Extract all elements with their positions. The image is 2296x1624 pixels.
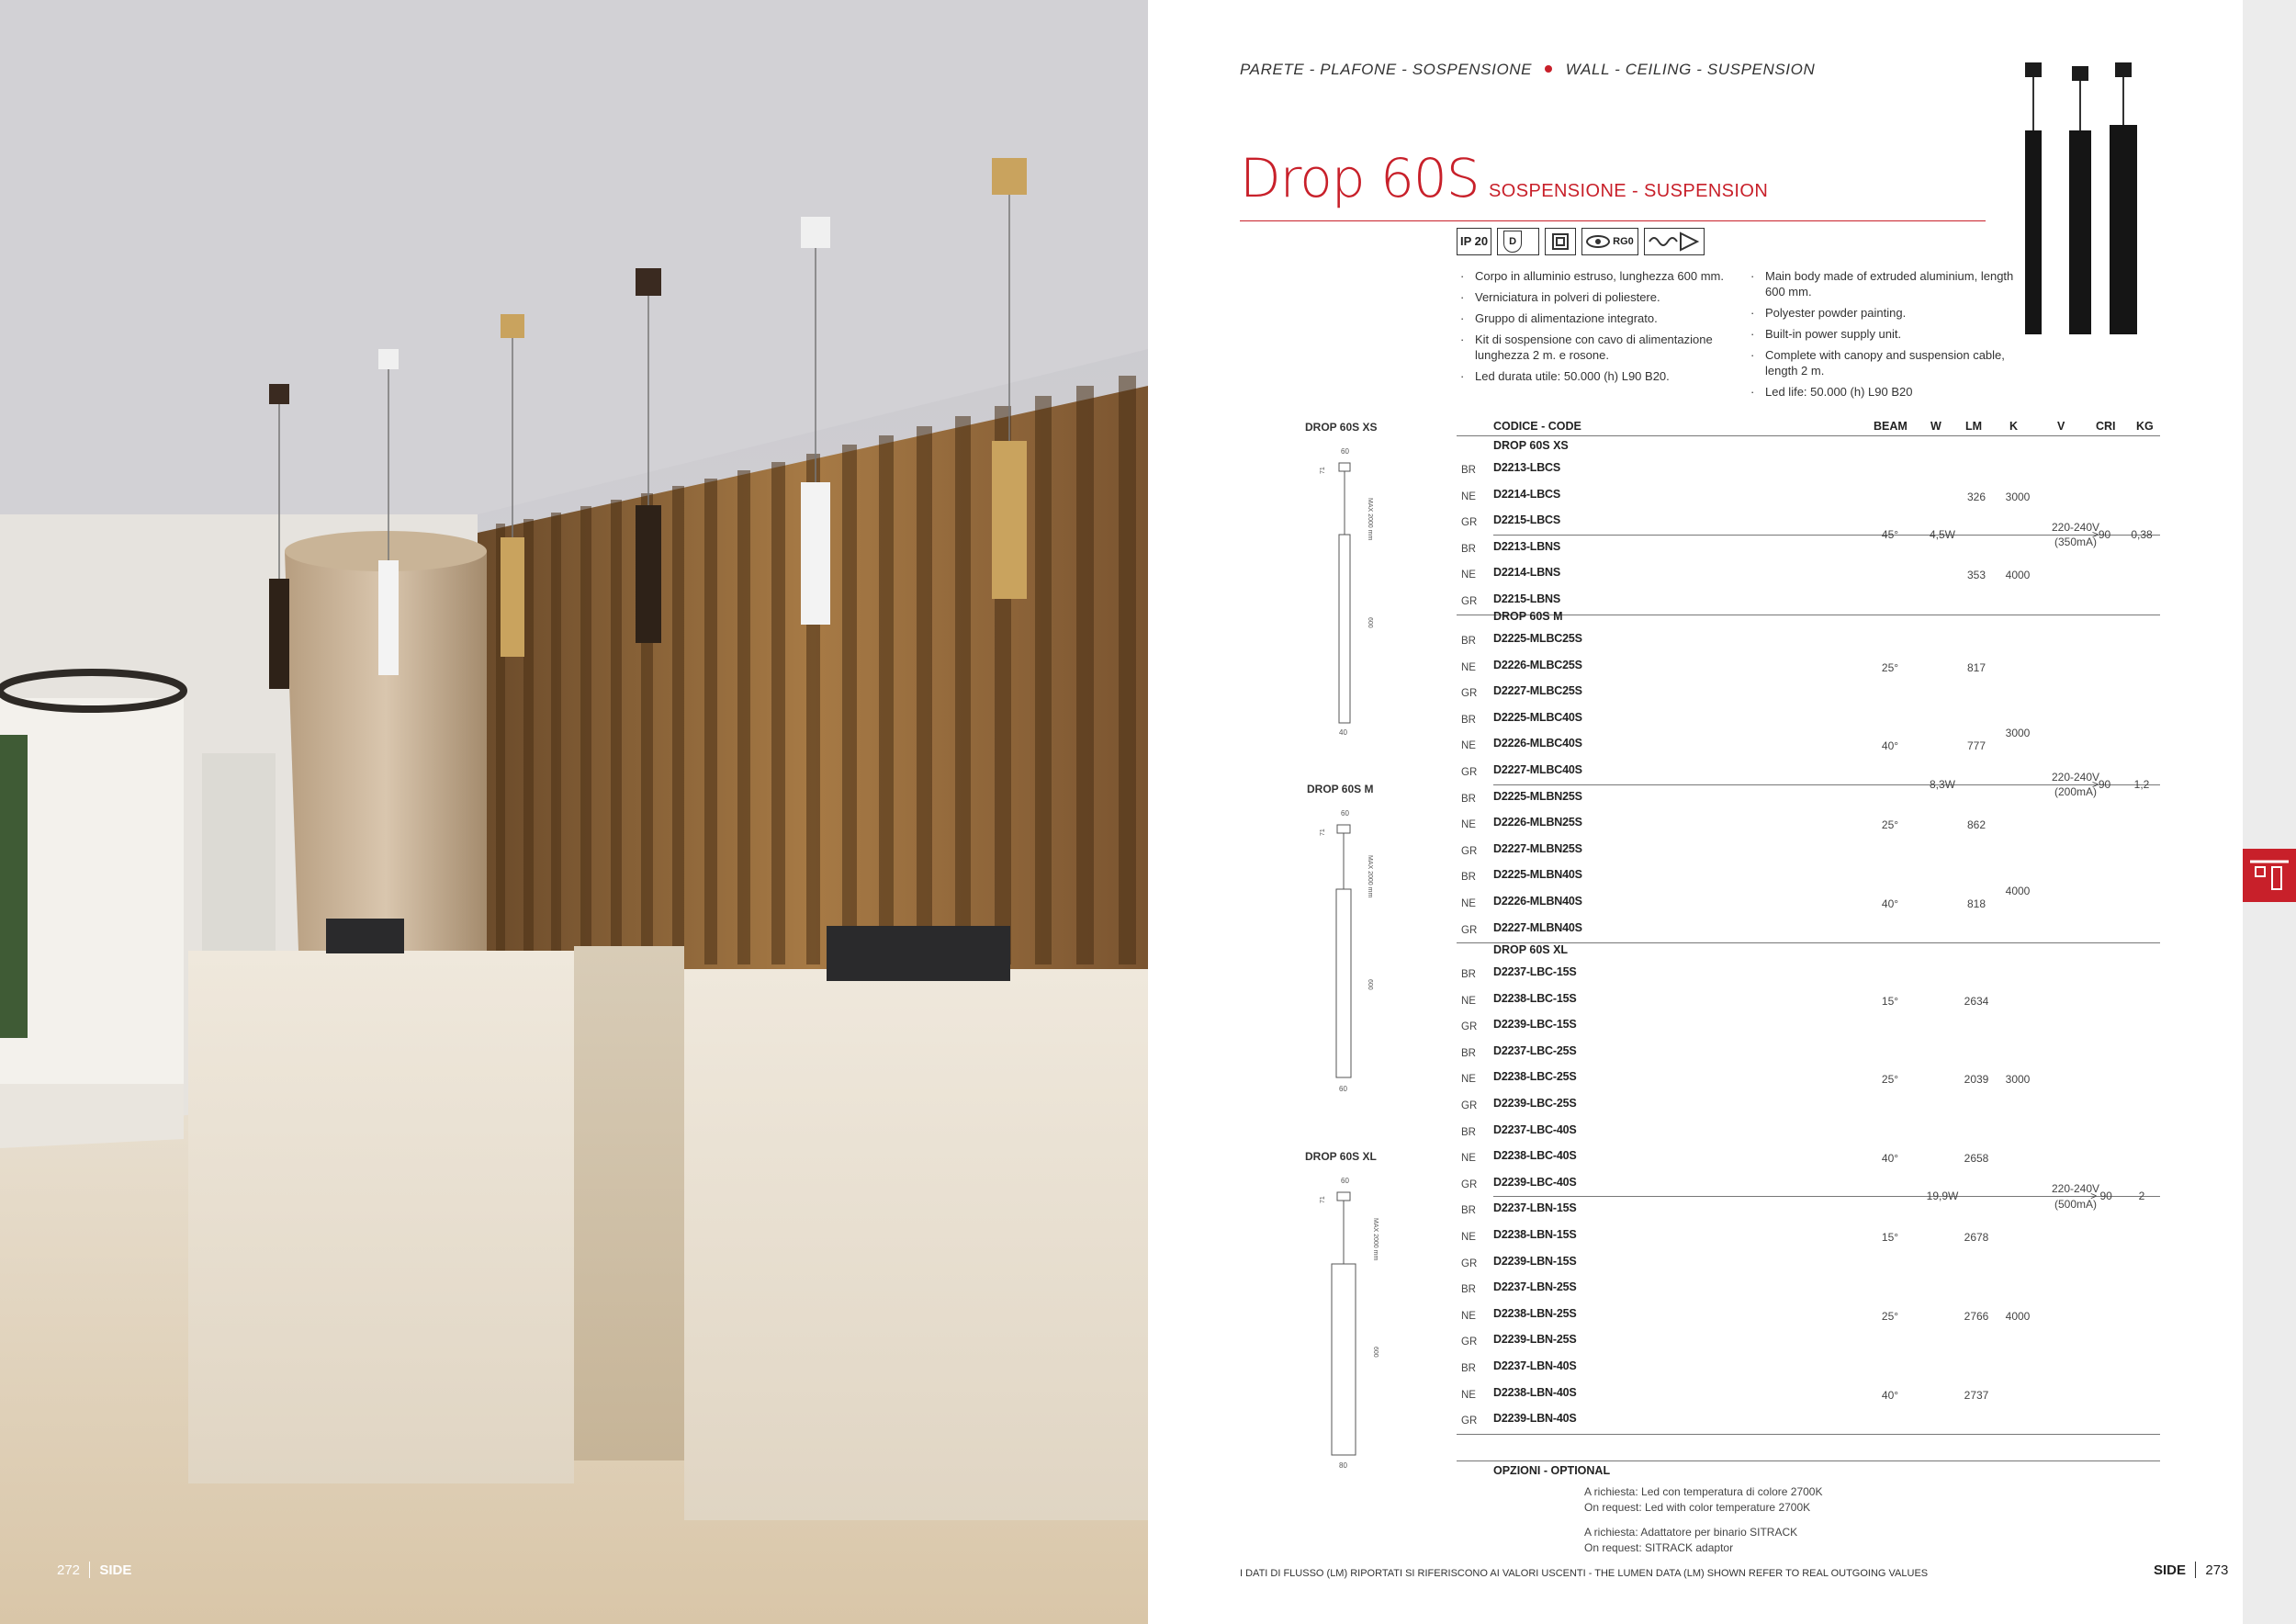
product-code: D2213-LBCS — [1493, 461, 1561, 474]
finish-code: GR — [1461, 1021, 1478, 1033]
w-value: 19,9W — [1926, 1190, 1959, 1203]
product-code: D2238-LBC-40S — [1493, 1149, 1577, 1163]
finish-code: NE — [1461, 570, 1476, 581]
finish-code: NE — [1461, 1074, 1476, 1086]
product-code: D2226-MLBC40S — [1493, 737, 1582, 750]
page-number-right: 273 — [2205, 1562, 2229, 1578]
product-code: D2215-LBCS — [1493, 513, 1561, 527]
dim-m-max: MAX 2000 mm — [1367, 855, 1373, 898]
lm-value: 777 — [1966, 739, 1986, 753]
feature-it-1: · Corpo in alluminio estruso, lunghezza 600 mm. — [1457, 268, 1732, 284]
k-value: 3000 — [2005, 1073, 2031, 1087]
optional-item-1: A richiesta: Led con temperatura di colore 2700K On request: Led with color temperature 2700K — [1584, 1485, 1823, 1514]
drawing-xs — [1313, 443, 1387, 746]
dim-xl-max: MAX 2000 mm — [1372, 1218, 1379, 1261]
lm-value: 2658 — [1964, 1152, 1989, 1166]
ip20-icon: IP 20 — [1457, 228, 1491, 255]
finish-code: BR — [1461, 1126, 1476, 1138]
finish-code: NE — [1461, 898, 1476, 909]
lm-value: 326 — [1966, 490, 1986, 503]
finish-code: BR — [1461, 872, 1476, 884]
product-code: D2239-LBC-25S — [1493, 1097, 1577, 1110]
feature-en-4: · Complete with canopy and suspension cable, length 2 m. — [1747, 347, 2022, 378]
feature-en-1: · Main body made of extruded aluminium, length 600 mm. — [1747, 268, 2022, 299]
finish-code: GR — [1461, 688, 1478, 700]
lm-value: 862 — [1966, 818, 1986, 832]
k-value: 4000 — [2005, 1309, 2031, 1323]
finish-code: NE — [1461, 740, 1476, 752]
group-name: DROP 60S XS — [1493, 439, 1569, 452]
finish-code: BR — [1461, 1363, 1476, 1374]
finish-code: BR — [1461, 1047, 1476, 1059]
finish-code: GR — [1461, 1257, 1478, 1269]
finish-code: BR — [1461, 1284, 1476, 1296]
product-code: D2225-MLBN25S — [1493, 789, 1582, 803]
beam-value: 45° — [1881, 527, 1899, 541]
finish-code: BR — [1461, 465, 1476, 476]
category-en: WALL - CEILING - SUSPENSION — [1565, 61, 1816, 78]
class-d-icon: D — [1497, 228, 1539, 255]
product-photo — [2011, 57, 2140, 342]
feature-it-3: · Gruppo di alimentazione integrato. — [1457, 310, 1732, 326]
finish-code: GR — [1461, 924, 1478, 936]
drawing-m — [1313, 805, 1387, 1108]
drawing-xl — [1313, 1172, 1396, 1475]
finish-code: GR — [1461, 1336, 1478, 1348]
k-value: 4000 — [2005, 569, 2031, 582]
cri-value: >90 — [2091, 777, 2111, 791]
feature-it-4: · Kit di sospensione con cavo di alimentazione lunghezza 2 m. e rosone. — [1457, 332, 1732, 363]
finish-code: NE — [1461, 1389, 1476, 1401]
drawing-label-m: DROP 60S M — [1307, 783, 1374, 795]
features-en — [1747, 268, 2022, 405]
kg-value: 0,38 — [2131, 527, 2153, 541]
product-code: D2214-LBCS — [1493, 487, 1561, 501]
optional-rule — [1457, 1460, 2160, 1461]
side-tab-bar — [2243, 0, 2296, 1624]
lm-value: 2678 — [1964, 1231, 1989, 1244]
finish-code: NE — [1461, 1232, 1476, 1243]
page-number-left: 272 — [57, 1562, 81, 1578]
v-value: 220-240V (200mA) — [2051, 770, 2100, 798]
product-code: D2239-LBN-25S — [1493, 1333, 1577, 1347]
product-code: D2239-LBC-15S — [1493, 1018, 1577, 1032]
finish-code: GR — [1461, 596, 1478, 607]
beam-value: 40° — [1881, 1388, 1899, 1402]
product-code: D2227-MLBC25S — [1493, 684, 1582, 698]
beam-value: 40° — [1881, 897, 1899, 910]
feature-en-3: · Built-in power supply unit. — [1747, 326, 2022, 342]
dim-m-base: 60 — [1339, 1085, 1347, 1093]
reception-desk — [188, 919, 1148, 1520]
product-code: D2215-LBNS — [1493, 592, 1561, 605]
col-code: CODICE - CODE — [1493, 420, 1581, 433]
product-code: D2239-LBC-40S — [1493, 1175, 1577, 1189]
drawing-label-xs: DROP 60S XS — [1305, 421, 1378, 434]
category-line — [1240, 61, 1815, 79]
product-code: D2239-LBN-40S — [1493, 1412, 1577, 1426]
finish-code: GR — [1461, 1100, 1478, 1111]
product-code: D2237-LBC-40S — [1493, 1122, 1577, 1136]
w-value: 8,3W — [1929, 777, 1955, 791]
finish-code: GR — [1461, 845, 1478, 857]
dim-m-len: 600 — [1367, 979, 1373, 990]
group-name: DROP 60S M — [1493, 610, 1563, 623]
product-code: D2214-LBNS — [1493, 566, 1561, 580]
finish-code: NE — [1461, 661, 1476, 673]
page-footer-right — [2154, 1562, 2228, 1578]
dim-xs-max: MAX 2000 mm — [1367, 498, 1373, 541]
dim-m-width: 60 — [1341, 809, 1349, 818]
cri-value: > 90 — [2090, 1190, 2112, 1203]
product-code: D2239-LBN-15S — [1493, 1254, 1577, 1268]
col-v: V — [2057, 420, 2065, 433]
beam-value: 25° — [1881, 1073, 1899, 1087]
finish-code: BR — [1461, 1205, 1476, 1217]
product-code: D2213-LBNS — [1493, 539, 1561, 553]
lm-value: 353 — [1966, 569, 1986, 582]
category-it: PARETE - PLAFONE - SOSPENSIONE — [1240, 61, 1533, 78]
class-ii-icon — [1545, 228, 1576, 255]
product-code: D2237-LBN-40S — [1493, 1359, 1577, 1372]
v-value: 220-240V (350mA) — [2051, 520, 2100, 548]
lm-value: 2039 — [1964, 1073, 1989, 1087]
k-value: 4000 — [2005, 884, 2031, 897]
dim-xs-h: 71 — [1320, 467, 1326, 474]
product-code: D2238-LBN-15S — [1493, 1228, 1577, 1241]
beam-value: 25° — [1881, 1309, 1899, 1323]
k-value: 3000 — [2005, 490, 2031, 503]
col-beam: BEAM — [1874, 420, 1908, 433]
header-rule — [1457, 435, 2160, 436]
title-rule — [1240, 220, 1986, 221]
product-code: D2225-MLBC40S — [1493, 710, 1582, 724]
finish-code: GR — [1461, 1179, 1478, 1190]
finish-code: BR — [1461, 543, 1476, 555]
icon-row — [1457, 228, 1705, 255]
product-subtitle: SOSPENSIONE - SUSPENSION — [1489, 181, 1769, 201]
finish-code: NE — [1461, 819, 1476, 831]
lm-value: 2634 — [1964, 994, 1989, 1008]
dim-xl-width: 60 — [1341, 1177, 1349, 1185]
brand-left: SIDE — [99, 1562, 132, 1578]
suspension-tab-icon[interactable] — [2243, 849, 2296, 902]
product-code: D2237-LBN-15S — [1493, 1201, 1577, 1215]
spec-page — [1148, 0, 2296, 1624]
finish-code: NE — [1461, 1310, 1476, 1322]
lm-value: 817 — [1966, 660, 1986, 674]
lm-value: 818 — [1966, 897, 1986, 910]
col-k: K — [2009, 420, 2019, 433]
product-code: D2226-MLBN25S — [1493, 816, 1582, 829]
w-value: 4,5W — [1929, 527, 1955, 541]
finish-code: NE — [1461, 1153, 1476, 1165]
beam-value: 25° — [1881, 660, 1899, 674]
product-code: D2225-MLBN40S — [1493, 868, 1582, 882]
beam-value: 15° — [1881, 994, 1899, 1008]
product-code: D2227-MLBN40S — [1493, 920, 1582, 934]
product-code: D2237-LBC-15S — [1493, 965, 1577, 978]
finish-code: GR — [1461, 767, 1478, 778]
product-code: D2238-LBC-25S — [1493, 1070, 1577, 1084]
v-value: 220-240V (500mA) — [2051, 1182, 2100, 1211]
drawing-label-xl: DROP 60S XL — [1305, 1150, 1377, 1163]
k-value: 3000 — [2005, 727, 2031, 740]
finish-code: GR — [1461, 517, 1478, 529]
kg-value: 2 — [2138, 1190, 2145, 1203]
product-name: Drop 60S — [1240, 147, 1480, 209]
footnote: I DATI DI FLUSSO (LM) RIPORTATI SI RIFERISCONO AI VALORI USCENTI - THE LUMEN DATA (LM) SHOWN REFER TO REAL OUTGOING VALUES — [1240, 1568, 1929, 1579]
finish-code: BR — [1461, 636, 1476, 647]
brand-right: SIDE — [2154, 1562, 2187, 1578]
dim-xl-len: 600 — [1372, 1347, 1379, 1358]
finish-code: GR — [1461, 1415, 1478, 1427]
beam-value: 25° — [1881, 818, 1899, 832]
group-name: DROP 60S XL — [1493, 943, 1569, 956]
feature-en-2: · Polyester powder painting. — [1747, 305, 2022, 321]
kg-value: 1,2 — [2133, 777, 2150, 791]
lm-value: 2737 — [1964, 1388, 1989, 1402]
driver-wave-icon — [1644, 228, 1705, 255]
feature-it-5: · Led durata utile: 50.000 (h) L90 B20. — [1457, 368, 1732, 384]
beam-value: 40° — [1881, 739, 1899, 753]
optional-item-2: A richiesta: Adattatore per binario SITRACK On request: SITRACK adaptor — [1584, 1526, 1798, 1554]
page-footer-left — [57, 1562, 131, 1578]
features-it — [1457, 268, 1732, 389]
beam-value: 15° — [1881, 1231, 1899, 1244]
col-lm: LM — [1965, 420, 1983, 433]
product-code: D2237-LBN-25S — [1493, 1280, 1577, 1294]
dim-xs-len: 600 — [1367, 617, 1373, 628]
category-dot — [1545, 65, 1552, 73]
finish-code: NE — [1461, 491, 1476, 502]
lm-value: 2766 — [1964, 1309, 1989, 1323]
product-code: D2238-LBN-40S — [1493, 1385, 1577, 1399]
beam-value: 40° — [1881, 1152, 1899, 1166]
dim-xs-base: 40 — [1339, 728, 1347, 737]
dim-m-h: 71 — [1320, 829, 1326, 836]
dim-xl-base: 80 — [1339, 1461, 1347, 1470]
product-code: D2227-MLBC40S — [1493, 763, 1582, 776]
product-code: D2238-LBC-15S — [1493, 991, 1577, 1005]
dim-xs-width: 60 — [1341, 447, 1349, 456]
finish-code: BR — [1461, 714, 1476, 726]
optional-title: OPZIONI - OPTIONAL — [1493, 1464, 1611, 1477]
finish-code: BR — [1461, 793, 1476, 805]
dim-xl-h: 71 — [1320, 1196, 1326, 1203]
finish-code: NE — [1461, 995, 1476, 1007]
product-code: D2237-LBC-25S — [1493, 1043, 1577, 1057]
col-cri: CRI — [2096, 420, 2116, 433]
feature-en-5: · Led life: 50.000 (h) L90 B20 — [1747, 384, 2022, 400]
product-code: D2225-MLBC25S — [1493, 632, 1582, 645]
product-code: D2226-MLBC25S — [1493, 658, 1582, 671]
product-title — [1240, 147, 1768, 209]
finish-code: BR — [1461, 969, 1476, 980]
rg0-icon: RG0 — [1581, 228, 1638, 255]
cri-value: >90 — [2091, 527, 2111, 541]
col-kg: KG — [2136, 420, 2154, 433]
row-rule — [1457, 1434, 2160, 1435]
product-code: D2226-MLBN40S — [1493, 895, 1582, 908]
product-code: D2238-LBN-25S — [1493, 1306, 1577, 1320]
product-code: D2227-MLBN25S — [1493, 841, 1582, 855]
feature-it-2: · Verniciatura in polveri di poliestere. — [1457, 289, 1732, 305]
col-w: W — [1930, 420, 1941, 433]
